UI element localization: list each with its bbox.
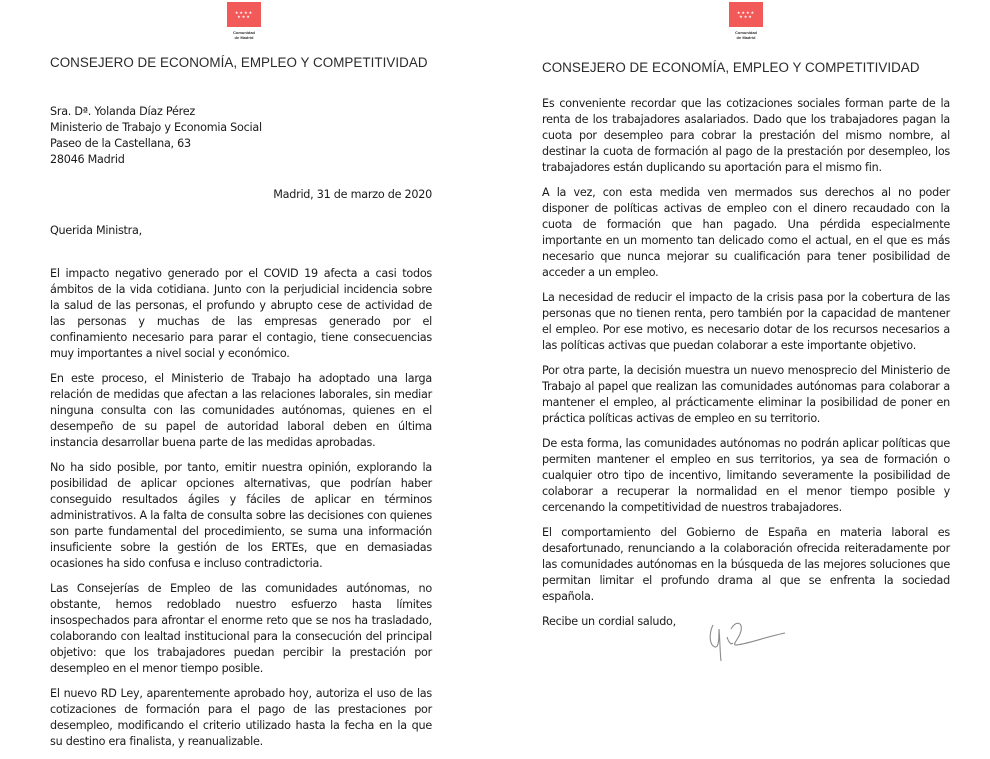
letter-page-2 <box>495 0 990 663</box>
address-line: Paseo de la Castellana, 63 <box>50 137 191 150</box>
logo-caption-line1: Comunidad <box>233 30 255 35</box>
letterhead-title: CONSEJERO DE ECONOMÍA, EMPLEO Y COMPETITIVIDAD <box>50 55 428 70</box>
address-line: 28046 Madrid <box>50 153 125 166</box>
signature-icon <box>705 615 795 663</box>
body-paragraph: Es conveniente recordar que las cotizaciones sociales forman parte de la renta de los trabajadores asalariados. Dado que los trabajadores pagan la cuota por desempleo para cobrar la prestación del mismo nombre, al destinar la cuota de formación al pago de la prestación por desempleo, los trabajadores están duplicando su aportación para el mismo fin. <box>542 97 950 174</box>
logo-caption <box>227 30 261 40</box>
letter-body-page-1 <box>50 266 432 759</box>
logo-red-square <box>729 2 763 27</box>
letterhead-title: CONSEJERO DE ECONOMÍA, EMPLEO Y COMPETITIVIDAD <box>542 60 920 75</box>
body-paragraph: El nuevo RD Ley, aparentemente aprobado hoy, autoriza el uso de las cotizaciones de formación para el pago de las prestaciones por desempleo, modificando el criterio utilizado hasta la fecha en la que su destino era finalista, y reanualizable. <box>50 687 432 748</box>
recipient-address <box>50 104 350 168</box>
closing: Recibe un cordial saludo, <box>542 615 676 628</box>
body-paragraph: No ha sido posible, por tanto, emitir nuestra opinión, explorando la posibilidad de aplicar opciones alternativas, que podrían haber conseguido resultados ágiles y fáciles de aplicar en términos administrativos. A la falta de consulta sobre las decisiones con quienes son parte fundamental del procedimiento, se suma una información insuficiente sobre la gestión de los ERTEs, que en demasiadas ocasiones ha sido confusa e incluso contradictoria. <box>50 461 432 570</box>
body-paragraph: El impacto negativo generado por el COVID 19 afecta a casi todos ámbitos de la vida cotidiana. Junto con la perjudicial incidencia sobre la salud de las personas, el profundo y abrupto cese de actividad de las personas y muchas de las empresas generado por el confinamiento necesario para parar el contagio, tiene consecuencias muy importantes a nivel social y económico. <box>50 267 432 360</box>
letter-date: Madrid, 31 de marzo de 2020 <box>273 188 432 201</box>
logo-stars-icon: ★★★★ ★★★ <box>736 10 756 19</box>
body-paragraph: Por otra parte, la decisión muestra un nuevo menosprecio del Ministerio de Trabajo al papel que realizan las comunidades autónomas para colaborar a mantener el empleo, al prácticamente eliminar la posibilidad de poner en práctica políticas activas de empleo en su territorio. <box>542 364 950 425</box>
letter-body-page-2 <box>542 96 950 639</box>
salutation: Querida Ministra, <box>50 224 142 237</box>
body-paragraph: A la vez, con esta medida ven mermados sus derechos al no poder disponer de políticas activas de empleo con el dinero recaudado con la cuota de formación que han pagado. Una pérdida especialmente importante en un momento tan delicado como el actual, en el que es más necesario que nunca mejorar su cualificación para tener posibilidad de acceder a un empleo. <box>542 186 950 279</box>
body-paragraph: De esta forma, las comunidades autónomas no podrán aplicar políticas que permiten mantener el empleo en sus territorios, ya sea de formación o cualquier otro tipo de incentivo, limitando severamente la posibilidad de colaborar a recuperar la normalidad en el menor tiempo posible y cercenando la competitividad de nuestros trabajadores. <box>542 437 950 514</box>
logo-caption <box>729 30 763 40</box>
logo-red-square <box>227 2 261 27</box>
comunidad-de-madrid-logo <box>227 2 261 40</box>
body-paragraph: En este proceso, el Ministerio de Trabajo ha adoptado una larga relación de medidas que afectan a las relaciones laborales, sin mediar ninguna consulta con las comunidades autónomas, quienes en el desempeño de su papel de autoridad laboral deben en última instancia desarrollar buena parte de las medidas aprobadas. <box>50 372 432 449</box>
logo-caption-line2: de Madrid <box>736 35 756 40</box>
address-line: Ministerio de Trabajo y Economia Social <box>50 121 262 134</box>
letter-page-1 <box>0 0 495 748</box>
comunidad-de-madrid-logo <box>729 2 763 40</box>
body-paragraph: El comportamiento del Gobierno de España en materia laboral es desafortunado, renunciando a la colaboración ofrecida reiteradamente por las comunidades autónomas en la búsqueda de las mejores soluciones que permitan limitar el profundo drama al que se enfrenta la sociedad española. <box>542 526 950 603</box>
body-paragraph: La necesidad de reducir el impacto de la crisis pasa por la cobertura de las personas que no tienen renta, pero también por la capacidad de mantener el empleo. Por ese motivo, es necesario dotar de los recursos necesarios a las políticas activas que puedan colaborar a este importante objetivo. <box>542 291 950 352</box>
address-line: Sra. Dª. Yolanda Díaz Pérez <box>50 105 196 118</box>
body-paragraph: Las Consejerías de Empleo de las comunidades autónomas, no obstante, hemos redoblado nuestro esfuerzo hasta límites insospechados para afrontar el enorme reto que se nos ha trasladado, colaborando con lealtad institucional para la consecución del principal objetivo: que los trabajadores puedan percibir la prestación por desempleo en el menor tiempo posible. <box>50 582 432 675</box>
logo-caption-line1: Comunidad <box>735 30 757 35</box>
logo-stars-icon: ★★★★ ★★★ <box>234 10 254 19</box>
logo-caption-line2: de Madrid <box>234 35 254 40</box>
